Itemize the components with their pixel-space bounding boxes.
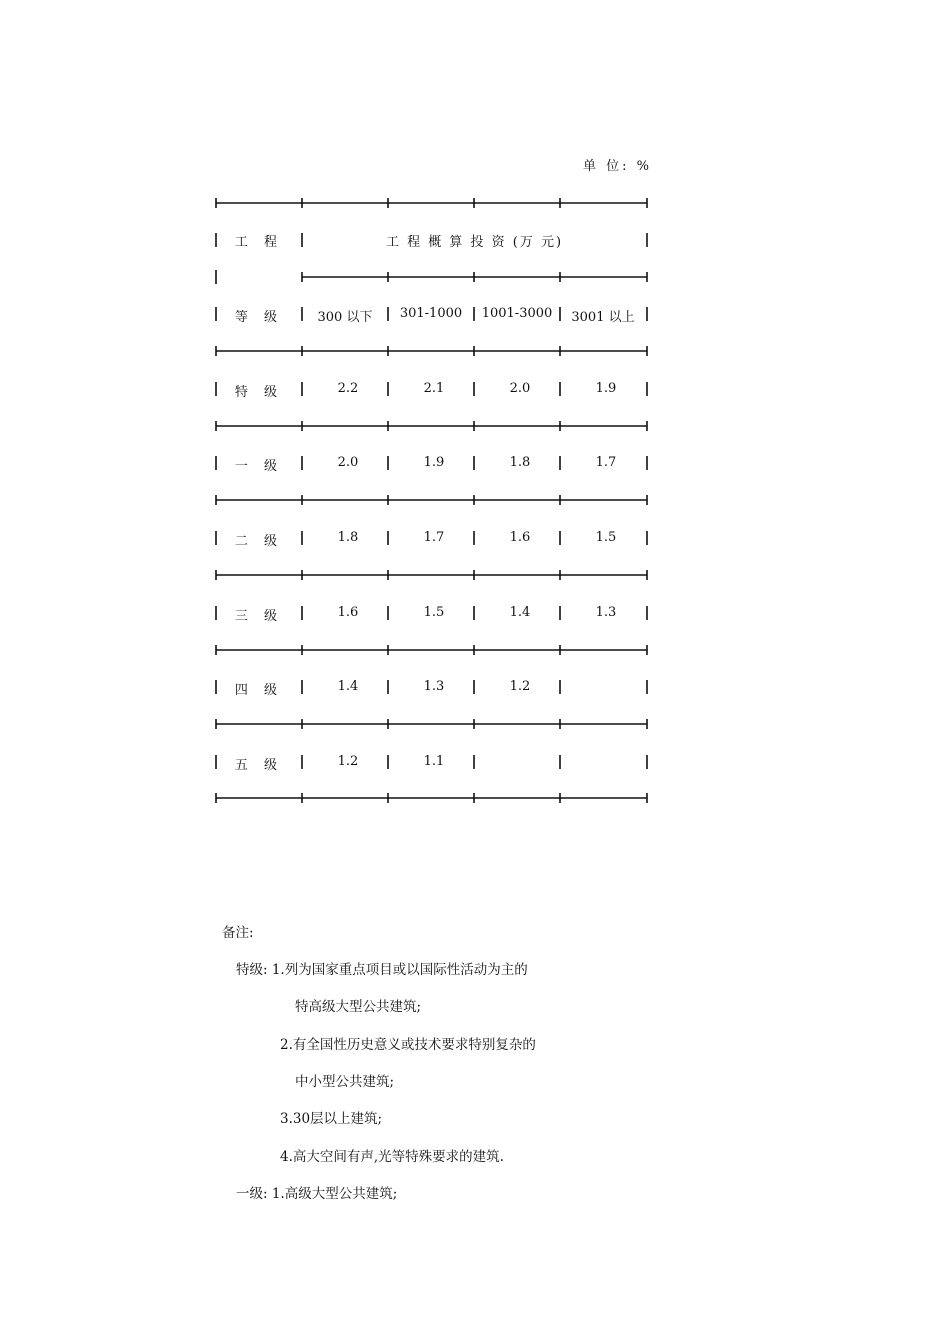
row-grade-label: 五 级: [234, 758, 284, 773]
row-grade-label: 二 级: [234, 534, 284, 549]
table-cell: 1.4: [509, 605, 531, 620]
row-grade-label: 特 级: [234, 385, 284, 400]
notes-title: 备注:: [222, 925, 254, 941]
table-cell: 1.5: [595, 530, 617, 545]
note-line: 中小型公共建筑;: [295, 1074, 395, 1090]
table-cell: 1.8: [337, 530, 359, 545]
row-grade-label: 四 级: [234, 683, 284, 698]
header-investment-group: 工 程 概 算 投 资 (万 元): [385, 235, 564, 250]
table-cell: 1.3: [423, 679, 445, 694]
note-line: 特高级大型公共建筑;: [295, 999, 422, 1015]
column-header-1: 300 以下: [317, 310, 373, 325]
table-cell: 2.2: [337, 381, 359, 396]
unit-label: 单 位: %: [583, 159, 652, 174]
header-grade-bottom: 等 级: [234, 310, 284, 325]
note-line: 4.高大空间有声,光等特殊要求的建筑.: [280, 1149, 504, 1165]
table-cell: 1.9: [595, 381, 617, 396]
row-grade-label: 三 级: [234, 609, 284, 624]
table-cell: 1.5: [423, 605, 445, 620]
table-cell: 1.8: [509, 455, 531, 470]
row-grade-label: 一 级: [234, 459, 284, 474]
note-line: 2.有全国性历史意义或技术要求特别复杂的: [280, 1037, 536, 1053]
table-cell: 1.2: [509, 679, 531, 694]
column-header-4: 3001 以上: [571, 310, 635, 325]
header-grade-top: 工 程: [234, 235, 284, 250]
table-cell: 2.0: [509, 381, 531, 396]
table-cell: 1.1: [423, 754, 445, 769]
table-cell: 1.2: [337, 754, 359, 769]
table-cell: 1.3: [595, 605, 617, 620]
table-cell: 1.9: [423, 455, 445, 470]
note-line: 3.30层以上建筑;: [280, 1111, 383, 1127]
table-cell: 1.4: [337, 679, 359, 694]
table-cell: 2.0: [337, 455, 359, 470]
table-cell: 1.6: [509, 530, 531, 545]
table-cell: 1.7: [595, 455, 617, 470]
table-cell: 2.1: [423, 381, 445, 396]
column-header-3: 1001-3000: [481, 306, 553, 321]
table-cell: 1.7: [423, 530, 445, 545]
column-header-2: 301-1000: [399, 306, 463, 321]
note-line: 一级: 1.高级大型公共建筑;: [236, 1186, 398, 1202]
note-line: 特级: 1.列为国家重点项目或以国际性活动为主的: [236, 962, 528, 978]
table-cell: 1.6: [337, 605, 359, 620]
